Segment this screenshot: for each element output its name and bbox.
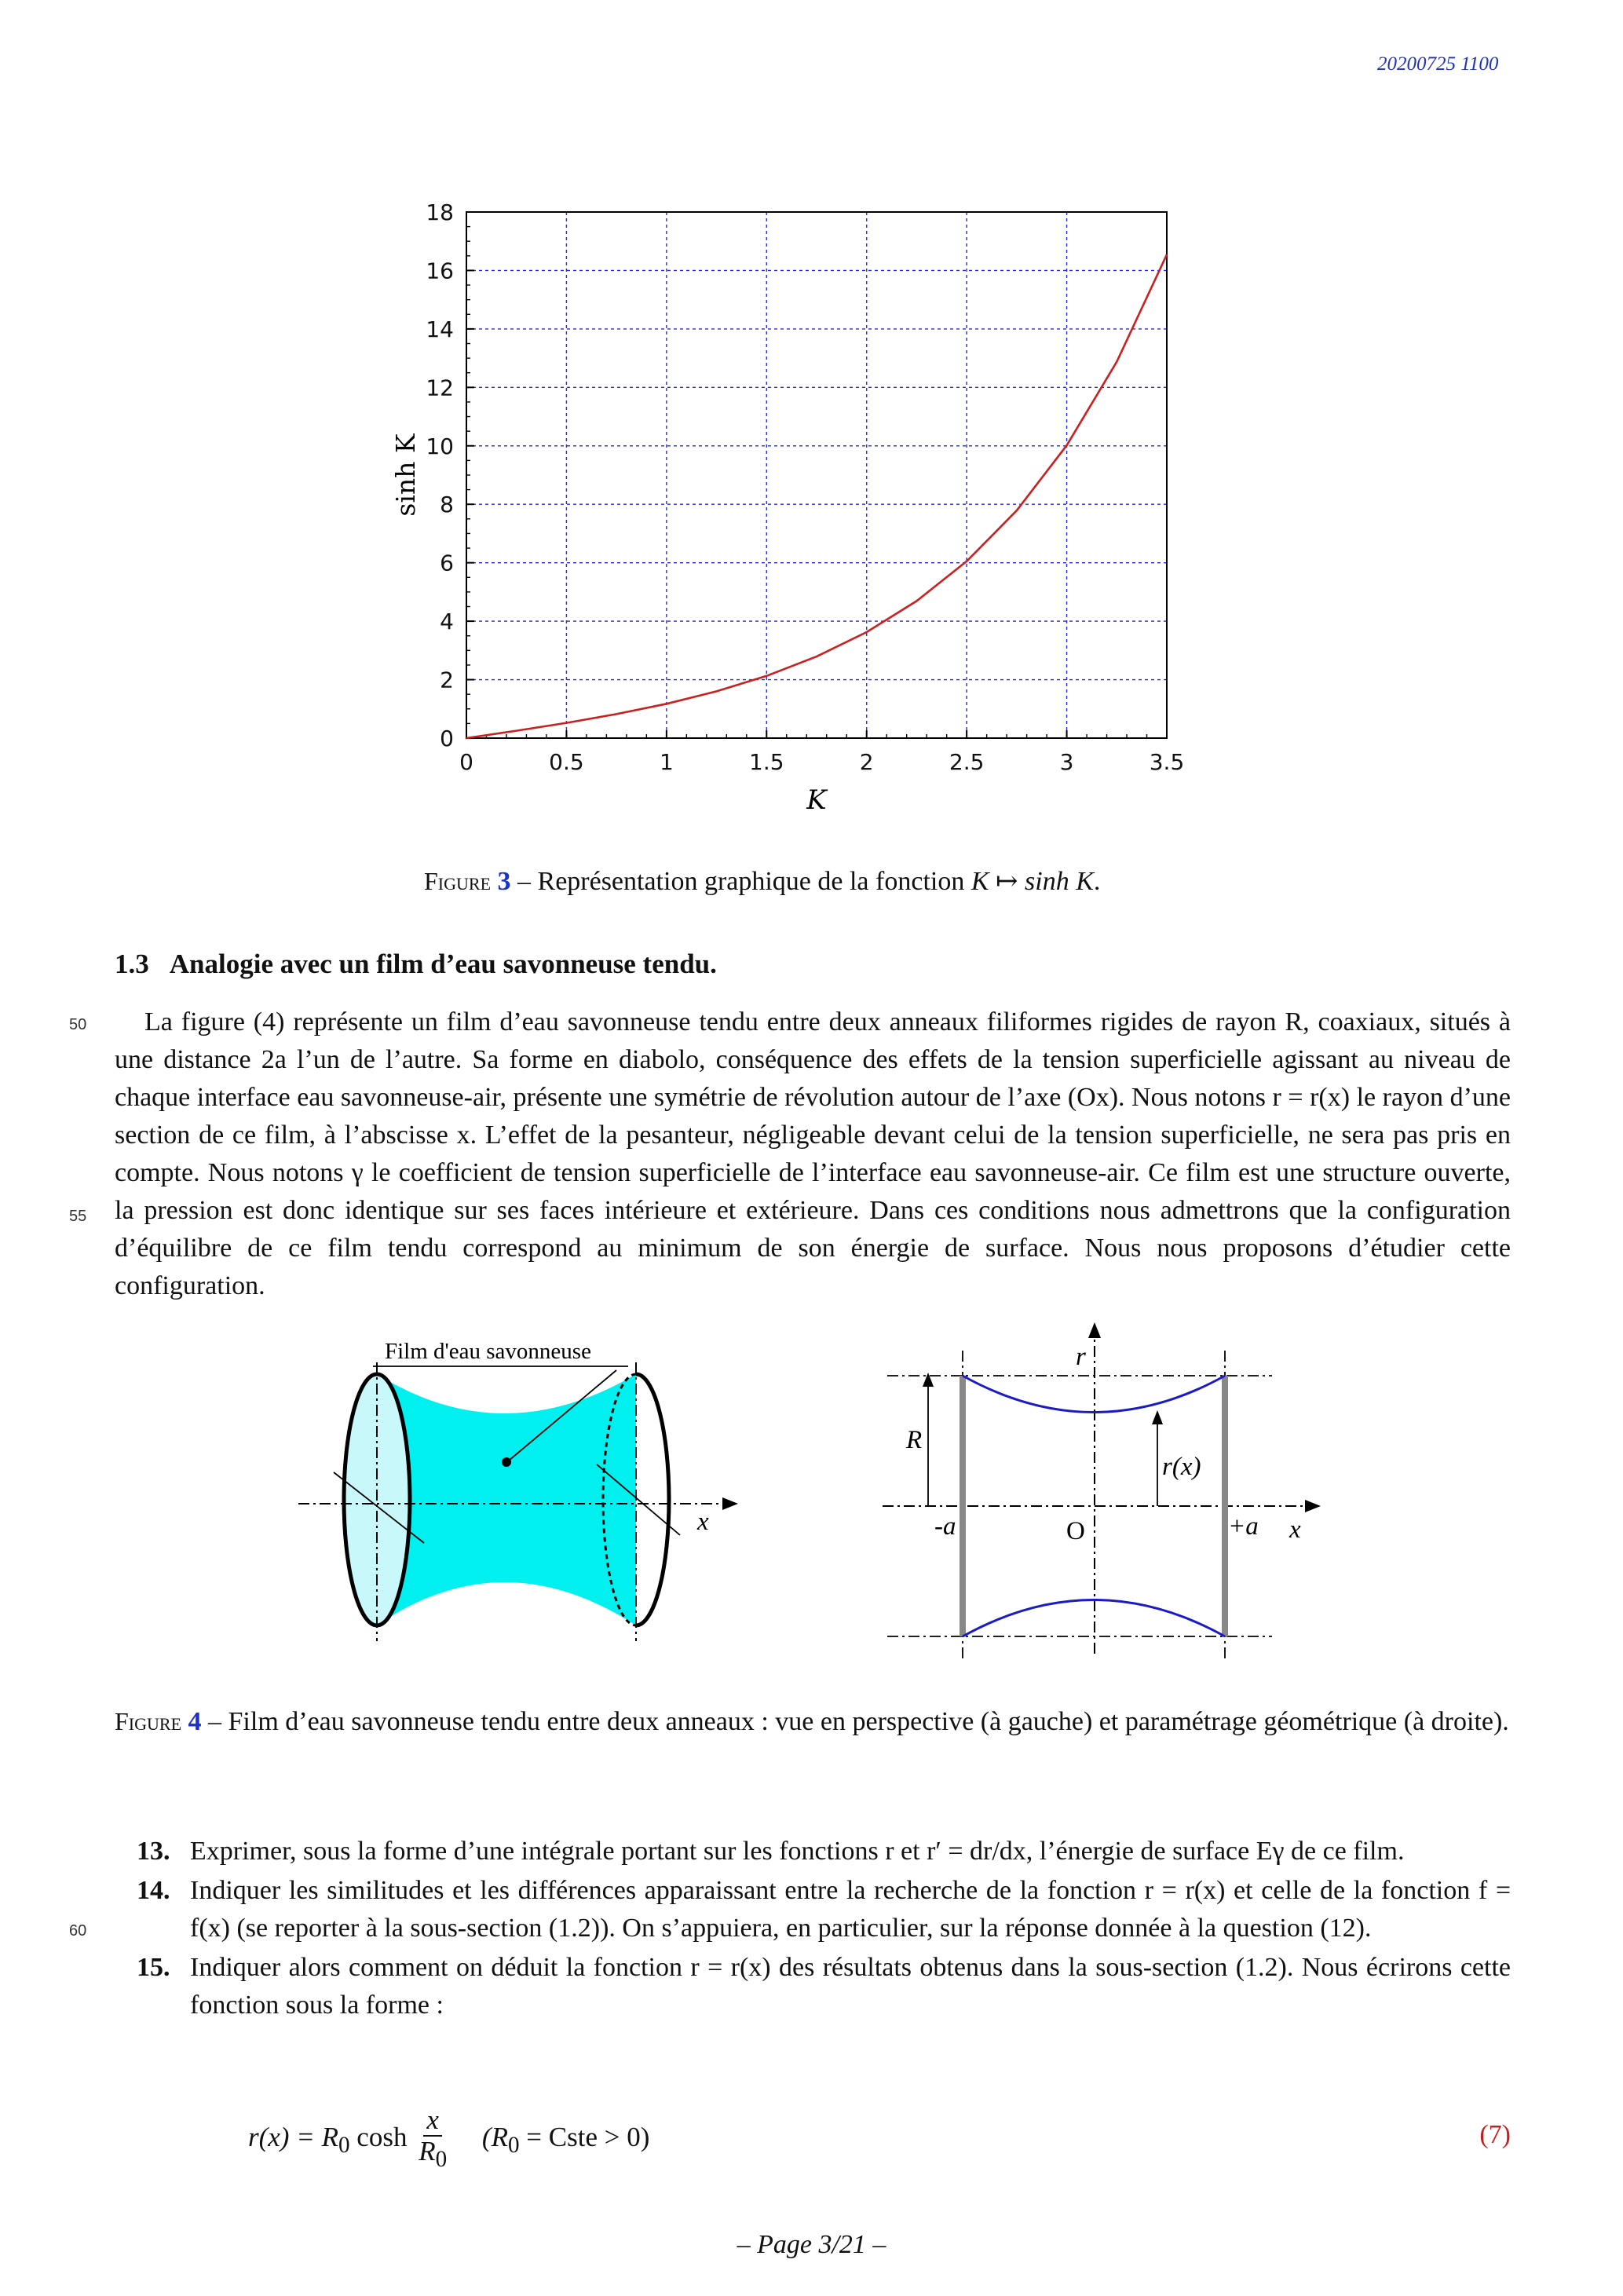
rx-label: r(x) [1162,1453,1201,1481]
figure3-number: 3 [497,867,511,896]
figure4-perspective [298,1327,754,1657]
question-text: Exprimer, sous la forme d’une intégrale portant sur les fonctions r et r′ = dr/dx, l’énergie de surface Eγ de ce film. [190,1837,1405,1866]
equation-number: (7) [1479,2120,1511,2149]
equation: $r(x) = R_0$ $\cosh \frac{x}{R_0}$ ($R_0$ = Cste > 0) [248,2104,649,2175]
plus-a-label: +a [1228,1512,1259,1541]
y-tick-label: 16 [426,258,454,284]
x-tick-labels [459,749,1184,775]
sinh-chart [361,188,1241,817]
question-number: 13. [137,1837,170,1866]
chart-ticks [466,212,1167,738]
y-tick-label: 12 [426,375,454,401]
question-number: 14. [137,1876,170,1905]
section-paragraph [115,1004,1511,1305]
R-label: R [906,1426,923,1454]
figure4-caption [115,1702,1511,1741]
film-label: Film d'eau savonneuse [385,1339,591,1364]
section-heading [115,949,717,980]
y-tick-label: 8 [440,492,454,518]
equation-row [115,2104,1511,2175]
series-line-sinh [466,254,1167,738]
x-tick-label: 3 [1059,749,1074,775]
x-axis-arrow [722,1497,738,1510]
y-tick-label: 14 [426,316,454,342]
r-axis-arrow [1088,1322,1101,1338]
question-list [115,1833,1511,2024]
line-number: 60 [69,1922,87,1940]
x-axis-label: x [697,1508,709,1536]
rx-arrow-head [1152,1410,1163,1424]
leader-dot [502,1457,511,1467]
x-tick-label: 3.5 [1149,749,1185,775]
y-tick-label: 4 [440,609,454,635]
figure4-label: Figure [115,1707,182,1735]
right-ring-front [636,1374,669,1625]
soap-film [377,1374,636,1625]
figure3-caption: Figure 3 – Représentation graphique de la fonction K ↦ sinh K. [424,867,1101,896]
y-axis-label: sinh K [390,433,421,517]
figure4-number: 4 [188,1707,202,1736]
document-code: 20200725 1100 [1377,53,1499,75]
y-tick-label: 6 [440,550,454,576]
line-number: 50 [69,1016,87,1033]
minus-a-label: -a [934,1512,956,1541]
x-tick-label: 0.5 [549,749,584,775]
y-tick-label: 0 [440,726,454,751]
right-ring-section [1222,1376,1228,1636]
y-tick-labels [426,199,454,751]
x-axis-arrow [1305,1500,1321,1512]
equation-lhs: r(x) = R [248,2122,338,2153]
figure3-label: Figure [424,867,492,895]
section-title: Analogie avec un film d’eau savonneuse tendu. [169,949,717,979]
paragraph-text: La figure (4) représente un film d’eau savonneuse tendu entre deux anneaux filiformes rigides de rayon R, coaxiaux, situés à une distance 2a l’un de l’autre. Sa forme en diabolo, conséquence des effets de la tension superficielle agissant au niveau de chaque interface eau savonneuse-air, présente une symétrie de révolution autour de l’axe (Ox). Nous notons r = r(x) le rayon d’une section de ce film, à l’abscisse x. L’effet de la pesanteur, négligeable devant celui de la tension superficielle, ne sera pas pris en compte. Nous notons γ le coefficient de tension superficielle de l’interface eau savonneuse-air. Ce film est une structure ouverte, la pression est donc identique sur ses faces intérieure et extérieure. Dans ces conditions nous admettrons que la configuration d’équilibre de ce film tendu correspond au minimum de son énergie de surface. Nous nous proposons d’étudier cette configuration. [115,1007,1511,1300]
question-item [115,1949,1511,2024]
x-tick-label: 1.5 [749,749,784,775]
section-number: 1.3 [115,949,149,979]
figure3-caption-text: – Représentation graphique de la fonction [510,867,971,896]
y-tick-label: 2 [440,667,454,693]
question-text: Indiquer les similitudes et les différences apparaissant entre la recherche de la fonction r = r(x) et celle de la fonction f = f(x) (se reporter à la sous-section (1.2)). On s’appuiera, en particulier, sur la réponse donnée à la question (12). [190,1876,1511,1943]
equation-condition: ($R_0$ = Cste > 0) [481,2122,650,2159]
R-arrow-head [923,1373,934,1387]
origin-label: O [1066,1517,1085,1545]
x-axis-label: x [1289,1515,1301,1544]
x-axis-label: K [806,784,827,816]
left-ring-section [960,1376,966,1636]
line-number: 55 [69,1208,87,1225]
x-tick-label: 1 [659,749,674,775]
figure4-caption-text: – Film d’eau savonneuse tendu entre deux anneaux : vue en perspective (à gauche) et paramétrage géométrique (à droite). [201,1707,1509,1736]
x-tick-label: 2.5 [949,749,985,775]
x-tick-label: 2 [859,749,874,775]
x-tick-label: 0 [459,749,473,775]
figure3-caption-math: K ↦ sinh K [971,867,1094,896]
y-tick-label: 10 [426,433,454,459]
figure4-geometry [879,1311,1351,1673]
question-text: Indiquer alors comment on déduit la fonction r = r(x) des résultats obtenus dans la sous-section (1.2). Nous écrirons cette fonction sous la forme : [190,1953,1511,2020]
question-number: 15. [137,1953,170,1982]
question-item [115,1872,1511,1947]
chart-series [466,254,1167,738]
chart-grid [466,212,1167,738]
r-axis-label: r [1076,1343,1086,1371]
question-item [115,1833,1511,1870]
plot-frame [466,212,1167,738]
equation-func: cosh [349,2122,415,2153]
equation-fraction: $\frac{x}{R_0}$ [419,2104,448,2172]
y-tick-label: 18 [426,199,454,225]
page-footer: – Page 3/21 – [737,2230,886,2259]
